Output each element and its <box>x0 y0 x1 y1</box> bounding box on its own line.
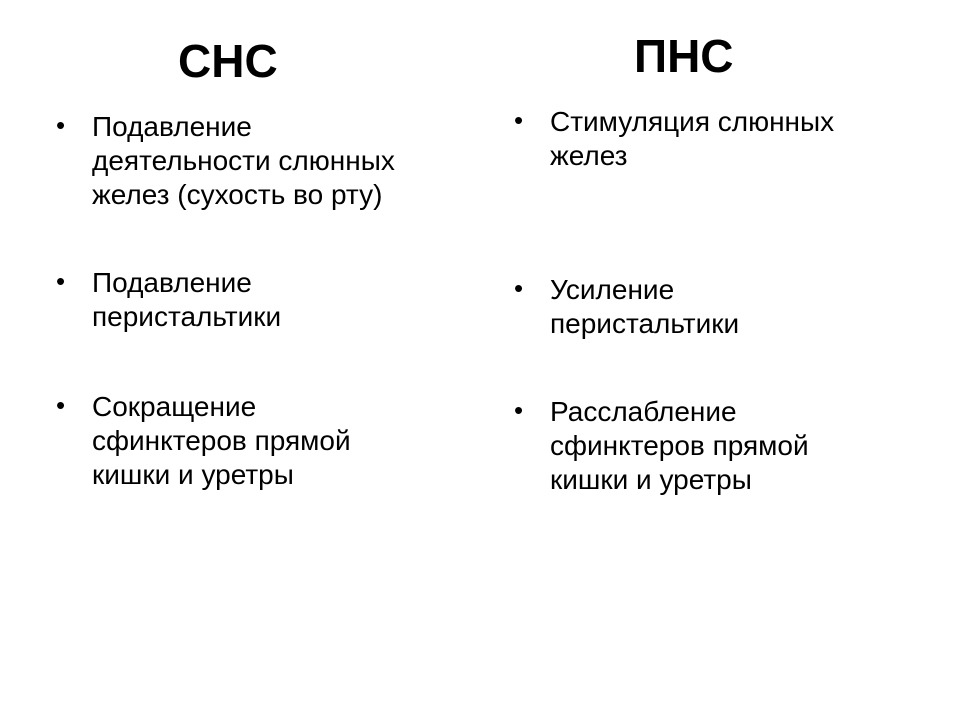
list-item-text: Расслабление сфинктеров прямой кишки и уретры <box>550 396 809 495</box>
pns-column-title: ПНС <box>634 30 734 82</box>
sns-column-title: СНС <box>178 35 278 87</box>
list-item-text: Подавление перистальтики <box>92 267 282 332</box>
bullet-icon: • <box>514 395 524 425</box>
bullet-icon: • <box>56 390 66 420</box>
bullet-icon: • <box>56 110 66 140</box>
bullet-icon: • <box>514 273 524 303</box>
list-item-text: Подавление деятельности слюнных желез (сухость во рту) <box>92 111 395 210</box>
list-item-text: Усиление перистальтики <box>550 274 740 339</box>
list-item-text: Сокращение сфинктеров прямой кишки и уретры <box>92 391 351 490</box>
list-item-text: Стимуляция слюнных желез <box>550 106 835 171</box>
bullet-icon: • <box>514 105 524 135</box>
bullet-icon: • <box>56 266 66 296</box>
